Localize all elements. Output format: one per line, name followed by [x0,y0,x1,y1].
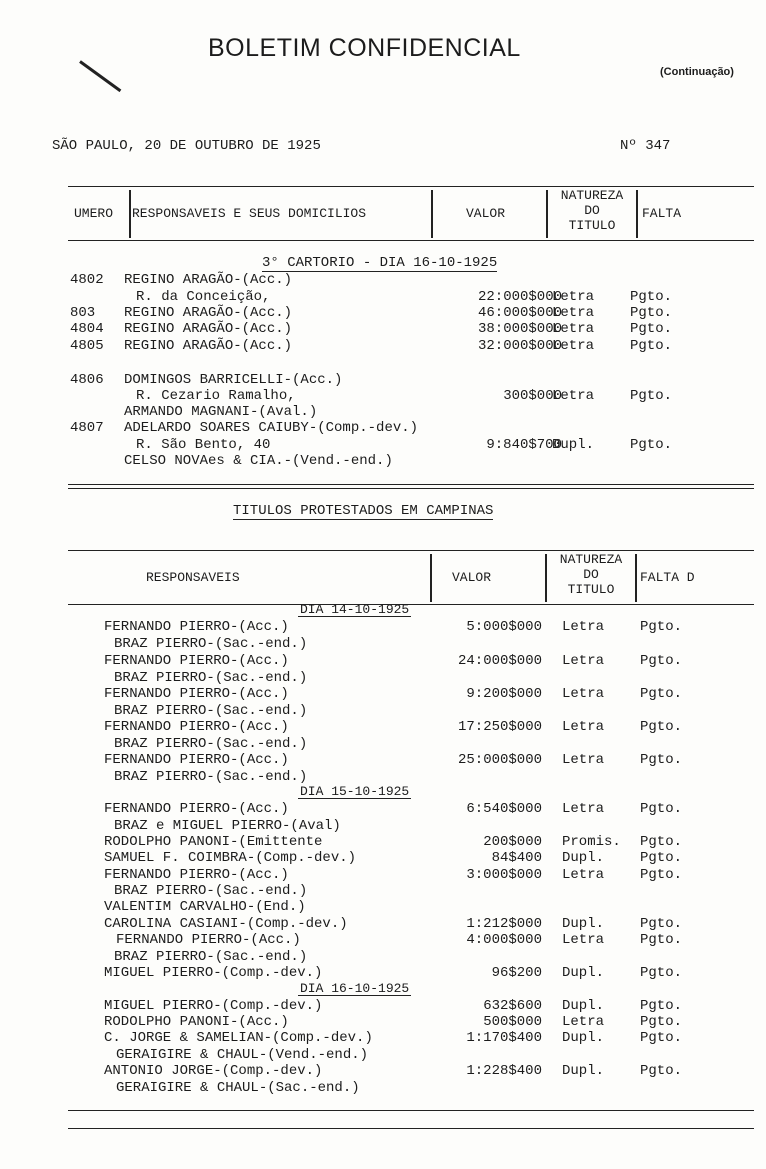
row-natureza: Dupl. [562,1063,605,1079]
row-natureza: Dupl. [552,437,595,453]
row-responsavel: BRAZ e MIGUEL PIERRO-(Aval) [114,818,341,834]
row-valor: 1:212$000 [466,916,542,932]
table1-divider [431,190,433,238]
natureza-line: NATUREZA [559,552,623,567]
row-responsavel: ARMANDO MAGNANI-(Aval.) [124,404,318,420]
row-responsavel: FERNANDO PIERRO-(Acc.) [104,619,289,635]
row-natureza: Dupl. [562,1030,605,1046]
row-responsavel: RODOLPHO PANONI-(Emittente [104,834,323,850]
row-responsavel: REGINO ARAGÃO-(Acc.) [124,321,293,337]
row-valor: 500$000 [483,1014,542,1030]
row-falta: Pgto. [630,338,673,354]
row-natureza: Letra [562,801,605,817]
row-responsavel: REGINO ARAGÃO-(Acc.) [124,272,293,288]
row-valor: 46:000$000 [477,305,562,321]
table1-col-responsaveis: RESPONSAVEIS E SEUS DOMICILIOS [132,206,367,221]
row-responsavel: R. Cezario Ramalho, [136,388,296,404]
row-number: 803 [70,305,96,321]
row-falta: Pgto. [640,850,683,866]
row-responsavel: FERNANDO PIERRO-(Acc.) [104,719,289,735]
continuation-label: (Continuação) [660,66,734,78]
pen-stroke-mark [79,60,121,92]
row-valor: 84$400 [491,850,542,866]
table1-divider [636,190,638,238]
row-falta: Pgto. [640,998,683,1014]
row-number: 4807 [70,420,104,436]
row-responsavel: BRAZ PIERRO-(Sac.-end.) [114,703,308,719]
row-number: 4805 [70,338,104,354]
row-falta: Pgto. [640,1063,683,1079]
row-responsavel: BRAZ PIERRO-(Sac.-end.) [114,769,308,785]
table1-section-heading: 3° CARTORIO - DIA 16-10-1925 [262,255,498,271]
row-natureza: Dupl. [562,998,605,1014]
table2-divider [635,554,637,602]
day-heading: DIA 14-10-1925 [300,602,410,617]
place-date: SÃO PAULO, 20 DE OUTUBRO DE 1925 [52,138,321,154]
row-falta: Pgto. [640,916,683,932]
row-number: 4804 [70,321,104,337]
row-valor: 32:000$000 [477,338,562,354]
natureza-line: DO [583,567,599,582]
row-natureza: Letra [562,867,605,883]
row-falta: Pgto. [630,437,673,453]
row-valor: 6:540$000 [466,801,542,817]
row-natureza: Letra [562,653,605,669]
row-responsavel: FERNANDO PIERRO-(Acc.) [104,867,289,883]
table1-bottom-rule [68,488,754,489]
row-responsavel: FERNANDO PIERRO-(Acc.) [104,653,289,669]
row-valor: 25:000$000 [457,752,542,768]
row-falta: Pgto. [630,388,673,404]
row-valor: 300$000 [503,388,562,404]
table2-heading: TITULOS PROTESTADOS EM CAMPINAS [233,503,494,519]
row-natureza: Letra [552,305,595,321]
row-valor: 96$200 [491,965,542,981]
row-responsavel: REGINO ARAGÃO-(Acc.) [124,305,293,321]
row-falta: Pgto. [640,932,683,948]
natureza-line: DO [584,203,600,218]
table2-top-rule [68,550,754,551]
table2-col-valor: VALOR [452,570,492,585]
table2-col-responsaveis: RESPONSAVEIS [146,570,240,585]
row-responsavel: MIGUEL PIERRO-(Comp.-dev.) [104,965,323,981]
row-falta: Pgto. [640,653,683,669]
natureza-line: TITULO [568,218,616,233]
row-falta: Pgto. [640,1014,683,1030]
bulletin-number: Nº 347 [620,138,671,154]
row-valor: 200$000 [483,834,542,850]
row-falta: Pgto. [640,686,683,702]
row-falta: Pgto. [640,867,683,883]
row-falta: Pgto. [640,752,683,768]
row-responsavel: FERNANDO PIERRO-(Acc.) [104,801,289,817]
table2-bottom-rule [68,1110,754,1111]
row-falta: Pgto. [640,801,683,817]
row-falta: Pgto. [640,619,683,635]
row-falta: Pgto. [640,719,683,735]
row-natureza: Letra [562,619,605,635]
row-falta: Pgto. [630,321,673,337]
row-responsavel: R. da Conceição, [136,289,271,305]
day-heading: DIA 15-10-1925 [300,784,410,799]
row-number: 4806 [70,372,104,388]
table1-top-rule [68,186,754,187]
table1-header-rule [68,240,754,241]
table1-bottom-rule [68,484,754,485]
row-natureza: Letra [562,719,605,735]
row-falta: Pgto. [630,305,673,321]
row-responsavel: FERNANDO PIERRO-(Acc.) [116,932,301,948]
row-natureza: Letra [552,289,595,305]
row-responsavel: BRAZ PIERRO-(Sac.-end.) [114,636,308,652]
row-valor: 38:000$000 [477,321,562,337]
row-natureza: Letra [552,321,595,337]
row-responsavel: FERNANDO PIERRO-(Acc.) [104,686,289,702]
table1-col-falta: FALTA [642,206,682,221]
table2-col-falta: FALTA D [640,570,695,585]
row-number: 4802 [70,272,104,288]
row-responsavel: MIGUEL PIERRO-(Comp.-dev.) [104,998,323,1014]
row-responsavel: CAROLINA CASIANI-(Comp.-dev.) [104,916,348,932]
table1-col-valor: VALOR [466,206,506,221]
table2-divider [545,554,547,602]
table2-col-natureza [548,552,634,597]
row-valor: 17:250$000 [457,719,542,735]
row-natureza: Dupl. [562,850,605,866]
row-responsavel: BRAZ PIERRO-(Sac.-end.) [114,670,308,686]
table1-divider [129,190,131,238]
row-responsavel: GERAIGIRE & CHAUL-(Sac.-end.) [116,1080,360,1096]
table1-divider [546,190,548,238]
row-responsavel: RODOLPHO PANONI-(Acc.) [104,1014,289,1030]
row-valor: 4:000$000 [466,932,542,948]
row-responsavel: CELSO NOVAes & CIA.-(Vend.-end.) [124,453,393,469]
row-valor: 3:000$000 [466,867,542,883]
row-valor: 9:200$000 [466,686,542,702]
table2-divider [430,554,432,602]
row-responsavel: BRAZ PIERRO-(Sac.-end.) [114,883,308,899]
row-falta: Pgto. [640,1030,683,1046]
row-valor: 1:228$400 [466,1063,542,1079]
row-natureza: Letra [562,1014,605,1030]
row-valor: 9:840$700 [486,437,562,453]
row-falta: Pgto. [630,289,673,305]
row-falta: Pgto. [640,965,683,981]
row-responsavel: FERNANDO PIERRO-(Acc.) [104,752,289,768]
table2-bottom-rule [68,1128,754,1129]
row-natureza: Promis. [562,834,621,850]
row-responsavel: ANTONIO JORGE-(Comp.-dev.) [104,1063,323,1079]
row-valor: 5:000$000 [466,619,542,635]
row-natureza: Dupl. [562,916,605,932]
row-responsavel: VALENTIM CARVALHO-(End.) [104,899,306,915]
row-natureza: Letra [552,388,595,404]
table1-col-numero: UMERO [74,206,114,221]
row-responsavel: R. São Bento, 40 [136,437,271,453]
row-responsavel: REGINO ARAGÃO-(Acc.) [124,338,293,354]
natureza-line: TITULO [567,582,615,597]
row-natureza: Letra [552,338,595,354]
row-valor: 632$600 [483,998,542,1014]
row-responsavel: BRAZ PIERRO-(Sac.-end.) [114,736,308,752]
row-valor: 1:170$400 [466,1030,542,1046]
row-responsavel: SAMUEL F. COIMBRA-(Comp.-dev.) [104,850,357,866]
row-natureza: Dupl. [562,965,605,981]
row-natureza: Letra [562,752,605,768]
row-natureza: Letra [562,686,605,702]
row-natureza: Letra [562,932,605,948]
row-responsavel: BRAZ PIERRO-(Sac.-end.) [114,949,308,965]
table1-col-natureza [549,188,635,233]
row-valor: 24:000$000 [457,653,542,669]
row-valor: 22:000$000 [477,289,562,305]
row-responsavel: DOMINGOS BARRICELLI-(Acc.) [124,372,343,388]
row-responsavel: GERAIGIRE & CHAUL-(Vend.-end.) [116,1047,369,1063]
day-heading: DIA 16-10-1925 [300,981,410,996]
row-responsavel: C. JORGE & SAMELIAN-(Comp.-dev.) [104,1030,373,1046]
row-falta: Pgto. [640,834,683,850]
natureza-line: NATUREZA [560,188,624,203]
page-title: BOLETIM CONFIDENCIAL [208,34,521,62]
row-responsavel: ADELARDO SOARES CAIUBY-(Comp.-dev.) [124,420,419,436]
